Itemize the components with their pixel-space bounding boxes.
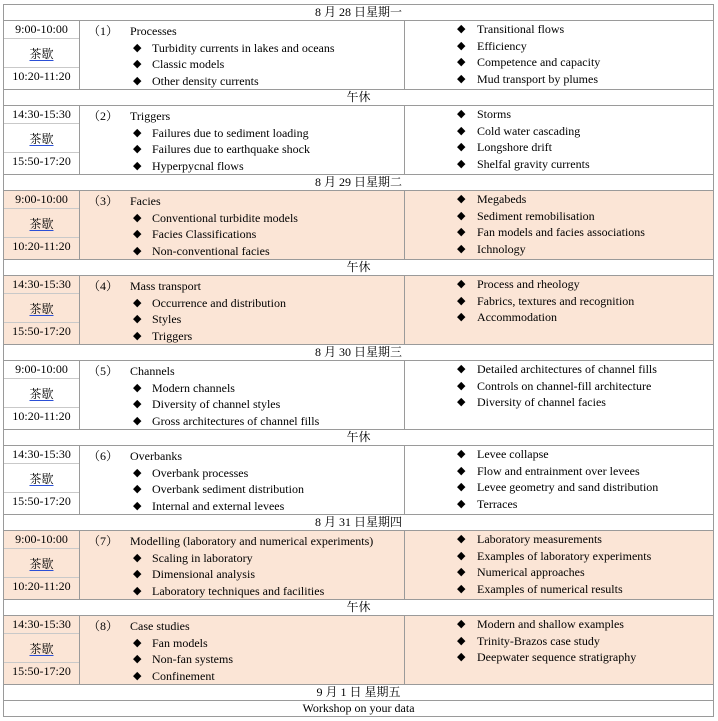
bullet-item: ◆ Terraces xyxy=(405,496,713,513)
session-times xyxy=(4,276,80,345)
session-number: （7） xyxy=(88,534,119,548)
tea-break xyxy=(4,463,79,493)
bullet-item: ◆ Gross architectures of channel fills xyxy=(130,413,404,430)
right-bullets xyxy=(405,21,713,87)
bullet-item: ◆ Megabeds xyxy=(405,191,713,208)
session-number: （8） xyxy=(88,619,119,633)
session-row xyxy=(4,531,714,600)
session-right xyxy=(405,616,714,685)
bullet-item: ◆ Accommodation xyxy=(405,309,713,326)
lunch-break-label: 午休 xyxy=(4,260,714,276)
bullet-item: ◆ Trinity-Brazos case study xyxy=(405,633,713,650)
lunch-break-row xyxy=(4,90,714,106)
session-row xyxy=(4,361,714,430)
session-left xyxy=(80,191,405,260)
session-times xyxy=(4,21,80,90)
bullet-item: ◆ Modern channels xyxy=(130,380,404,397)
tea-break-label: 茶歇 xyxy=(29,641,54,656)
session-left xyxy=(80,446,405,515)
bullet-item: ◆ Internal and external levees xyxy=(130,498,404,515)
bullet-item: ◆ Classic models xyxy=(130,56,404,73)
bullet-item: ◆ Overbank sediment distribution xyxy=(130,481,404,498)
left-bullets xyxy=(130,295,404,345)
bullet-item: ◆ Facies Classifications xyxy=(130,226,404,243)
tea-break-label: 茶歇 xyxy=(29,556,54,571)
bullet-item: ◆ Scaling in laboratory xyxy=(130,550,404,567)
bullet-item: ◆ Conventional turbidite models xyxy=(130,210,404,227)
session-number: （1） xyxy=(88,24,119,38)
left-bullets xyxy=(130,210,404,260)
session-topic: Triggers xyxy=(130,109,171,123)
bullet-item: ◆ Detailed architectures of channel fills xyxy=(405,361,713,378)
bullet-item: ◆ Fan models and facies associations xyxy=(405,224,713,241)
right-bullets xyxy=(405,531,713,597)
session-times xyxy=(4,191,80,260)
session-times xyxy=(4,446,80,515)
right-bullets xyxy=(405,106,713,172)
bullet-item: ◆ Controls on channel-fill architecture xyxy=(405,378,713,395)
session-topic: Processes xyxy=(130,24,177,38)
bullet-item: ◆ Efficiency xyxy=(405,38,713,55)
session-content xyxy=(80,191,404,259)
time-start: 14:30-15:30 xyxy=(12,447,71,461)
session-right xyxy=(405,21,714,90)
session-right xyxy=(405,446,714,515)
bullet-item: ◆ Deepwater sequence stratigraphy xyxy=(405,649,713,666)
bullet-item: ◆ Overbank processes xyxy=(130,465,404,482)
session-content xyxy=(80,21,404,89)
day-header-row xyxy=(4,175,714,191)
bullet-item: ◆ Laboratory measurements xyxy=(405,531,713,548)
bullet-item: ◆ Levee collapse xyxy=(405,446,713,463)
session-number: （3） xyxy=(88,194,119,208)
tea-break xyxy=(4,123,79,153)
session-number: （2） xyxy=(88,109,119,123)
tea-break-label: 茶歇 xyxy=(29,471,54,486)
bullet-item: ◆ Numerical approaches xyxy=(405,564,713,581)
bullet-item: ◆ Flow and entrainment over levees xyxy=(405,463,713,480)
bullet-item: ◆ Laboratory techniques and facilities xyxy=(130,583,404,600)
bullet-item: ◆ Ichnology xyxy=(405,241,713,258)
tea-break-label: 茶歇 xyxy=(29,216,54,231)
session-right xyxy=(405,276,714,345)
final-day-header-row xyxy=(4,685,714,701)
final-day-header: 9 月 1 日 星期五 xyxy=(4,685,714,701)
session-topic-block xyxy=(130,23,404,89)
tea-break xyxy=(4,378,79,408)
session-content xyxy=(80,446,404,514)
time-box xyxy=(4,531,79,595)
session-content xyxy=(80,616,404,684)
final-day-row xyxy=(4,701,714,717)
left-bullets xyxy=(130,550,404,600)
bullet-item: ◆ Other density currents xyxy=(130,73,404,90)
session-times xyxy=(4,531,80,600)
time-box xyxy=(4,361,79,425)
bullet-item: ◆ Dimensional analysis xyxy=(130,566,404,583)
bullet-item: ◆ Triggers xyxy=(130,328,404,345)
bullet-item: ◆ Transitional flows xyxy=(405,21,713,38)
lunch-break-label: 午休 xyxy=(4,90,714,106)
session-number: （4） xyxy=(88,279,119,293)
session-topic: Mass transport xyxy=(130,279,201,293)
session-times xyxy=(4,616,80,685)
day-header-row xyxy=(4,345,714,361)
time-end: 10:20-11:20 xyxy=(12,409,71,423)
lunch-break-row xyxy=(4,260,714,276)
time-start: 9:00-10:00 xyxy=(15,192,68,206)
schedule-table xyxy=(3,4,714,717)
time-box xyxy=(4,191,79,255)
session-number: （6） xyxy=(88,449,119,463)
session-right xyxy=(405,106,714,175)
bullet-item: ◆ Shelfal gravity currents xyxy=(405,156,713,173)
session-right xyxy=(405,361,714,430)
tea-break-label: 茶歇 xyxy=(29,46,54,61)
time-end: 15:50-17:20 xyxy=(12,494,71,508)
bullet-item: ◆ Sediment remobilisation xyxy=(405,208,713,225)
time-start: 14:30-15:30 xyxy=(12,277,71,291)
bullet-item: ◆ Non-conventional facies xyxy=(130,243,404,260)
session-row xyxy=(4,106,714,175)
time-end: 15:50-17:20 xyxy=(12,154,71,168)
bullet-item: ◆ Hyperpycnal flows xyxy=(130,158,404,175)
session-content xyxy=(80,361,404,429)
session-left xyxy=(80,531,405,600)
session-left xyxy=(80,276,405,345)
time-start: 14:30-15:30 xyxy=(12,107,71,121)
session-topic: Facies xyxy=(130,194,161,208)
session-row xyxy=(4,276,714,345)
bullet-item: ◆ Examples of numerical results xyxy=(405,581,713,598)
right-bullets xyxy=(405,616,713,666)
session-left xyxy=(80,616,405,685)
session-times xyxy=(4,106,80,175)
day-header: 8 月 31 日星期四 xyxy=(4,515,714,531)
session-left xyxy=(80,106,405,175)
session-right xyxy=(405,191,714,260)
session-left xyxy=(80,21,405,90)
session-row xyxy=(4,616,714,685)
bullet-item: ◆ Mud transport by plumes xyxy=(405,71,713,88)
session-topic-block xyxy=(130,108,404,174)
day-header: 8 月 29 日星期二 xyxy=(4,175,714,191)
day-header: 8 月 28 日星期一 xyxy=(4,5,714,21)
day-header-row xyxy=(4,515,714,531)
left-bullets xyxy=(130,465,404,515)
bullet-item: ◆ Diversity of channel facies xyxy=(405,394,713,411)
time-box xyxy=(4,276,79,340)
session-number: （5） xyxy=(88,364,119,378)
time-box xyxy=(4,446,79,510)
time-end: 10:20-11:20 xyxy=(12,69,71,83)
lunch-break-label: 午休 xyxy=(4,600,714,616)
session-topic-block xyxy=(130,448,404,514)
time-start: 9:00-10:00 xyxy=(15,532,68,546)
bullet-item: ◆ Fan models xyxy=(130,635,404,652)
session-right xyxy=(405,531,714,600)
right-bullets xyxy=(405,276,713,326)
tea-break xyxy=(4,293,79,323)
day-header-row xyxy=(4,5,714,21)
tea-break-label: 茶歇 xyxy=(29,301,54,316)
session-content xyxy=(80,106,404,174)
session-topic-block xyxy=(130,618,404,684)
session-left xyxy=(80,361,405,430)
time-end: 10:20-11:20 xyxy=(12,579,71,593)
bullet-item: ◆ Turbidity currents in lakes and oceans xyxy=(130,40,404,57)
bullet-item: ◆ Failures due to earthquake shock xyxy=(130,141,404,158)
bullet-item: ◆ Styles xyxy=(130,311,404,328)
session-row xyxy=(4,446,714,515)
session-topic-block xyxy=(130,193,404,259)
time-start: 9:00-10:00 xyxy=(15,362,68,376)
time-box xyxy=(4,106,79,170)
lunch-break-label: 午休 xyxy=(4,430,714,446)
session-topic: Channels xyxy=(130,364,175,378)
session-row xyxy=(4,21,714,90)
bullet-item: ◆ Confinement xyxy=(130,668,404,685)
bullet-item: ◆ Modern and shallow examples xyxy=(405,616,713,633)
time-start: 9:00-10:00 xyxy=(15,22,68,36)
tea-break xyxy=(4,38,79,68)
bullet-item: ◆ Diversity of channel styles xyxy=(130,396,404,413)
tea-break xyxy=(4,208,79,238)
session-topic-block xyxy=(130,533,404,599)
bullet-item: ◆ Fabrics, textures and recognition xyxy=(405,293,713,310)
left-bullets xyxy=(130,125,404,175)
right-bullets xyxy=(405,191,713,257)
session-times xyxy=(4,361,80,430)
bullet-item: ◆ Process and rheology xyxy=(405,276,713,293)
bullet-item: ◆ Cold water cascading xyxy=(405,123,713,140)
session-topic-block xyxy=(130,363,404,429)
bullet-item: ◆ Storms xyxy=(405,106,713,123)
right-bullets xyxy=(405,361,713,411)
tea-break xyxy=(4,633,79,663)
bullet-item: ◆ Non-fan systems xyxy=(130,651,404,668)
lunch-break-row xyxy=(4,430,714,446)
session-topic: Overbanks xyxy=(130,449,182,463)
session-content xyxy=(80,531,404,599)
right-bullets xyxy=(405,446,713,512)
left-bullets xyxy=(130,380,404,430)
left-bullets xyxy=(130,40,404,90)
time-start: 14:30-15:30 xyxy=(12,617,71,631)
time-end: 10:20-11:20 xyxy=(12,239,71,253)
bullet-item: ◆ Failures due to sediment loading xyxy=(130,125,404,142)
final-day-text: Workshop on your data xyxy=(4,701,714,717)
day-header: 8 月 30 日星期三 xyxy=(4,345,714,361)
time-box xyxy=(4,616,79,680)
session-content xyxy=(80,276,404,344)
lunch-break-row xyxy=(4,600,714,616)
session-topic: Case studies xyxy=(130,619,190,633)
bullet-item: ◆ Levee geometry and sand distribution xyxy=(405,479,713,496)
session-topic: Modelling (laboratory and numerical experiments) xyxy=(130,534,374,548)
session-row xyxy=(4,191,714,260)
bullet-item: ◆ Examples of laboratory experiments xyxy=(405,548,713,565)
bullet-item: ◆ Competence and capacity xyxy=(405,54,713,71)
bullet-item: ◆ Occurrence and distribution xyxy=(130,295,404,312)
tea-break-label: 茶歇 xyxy=(29,386,54,401)
time-end: 15:50-17:20 xyxy=(12,324,71,338)
time-box xyxy=(4,21,79,85)
bullet-item: ◆ Longshore drift xyxy=(405,139,713,156)
session-topic-block xyxy=(130,278,404,344)
tea-break-label: 茶歇 xyxy=(29,131,54,146)
time-end: 15:50-17:20 xyxy=(12,664,71,678)
tea-break xyxy=(4,548,79,578)
left-bullets xyxy=(130,635,404,685)
